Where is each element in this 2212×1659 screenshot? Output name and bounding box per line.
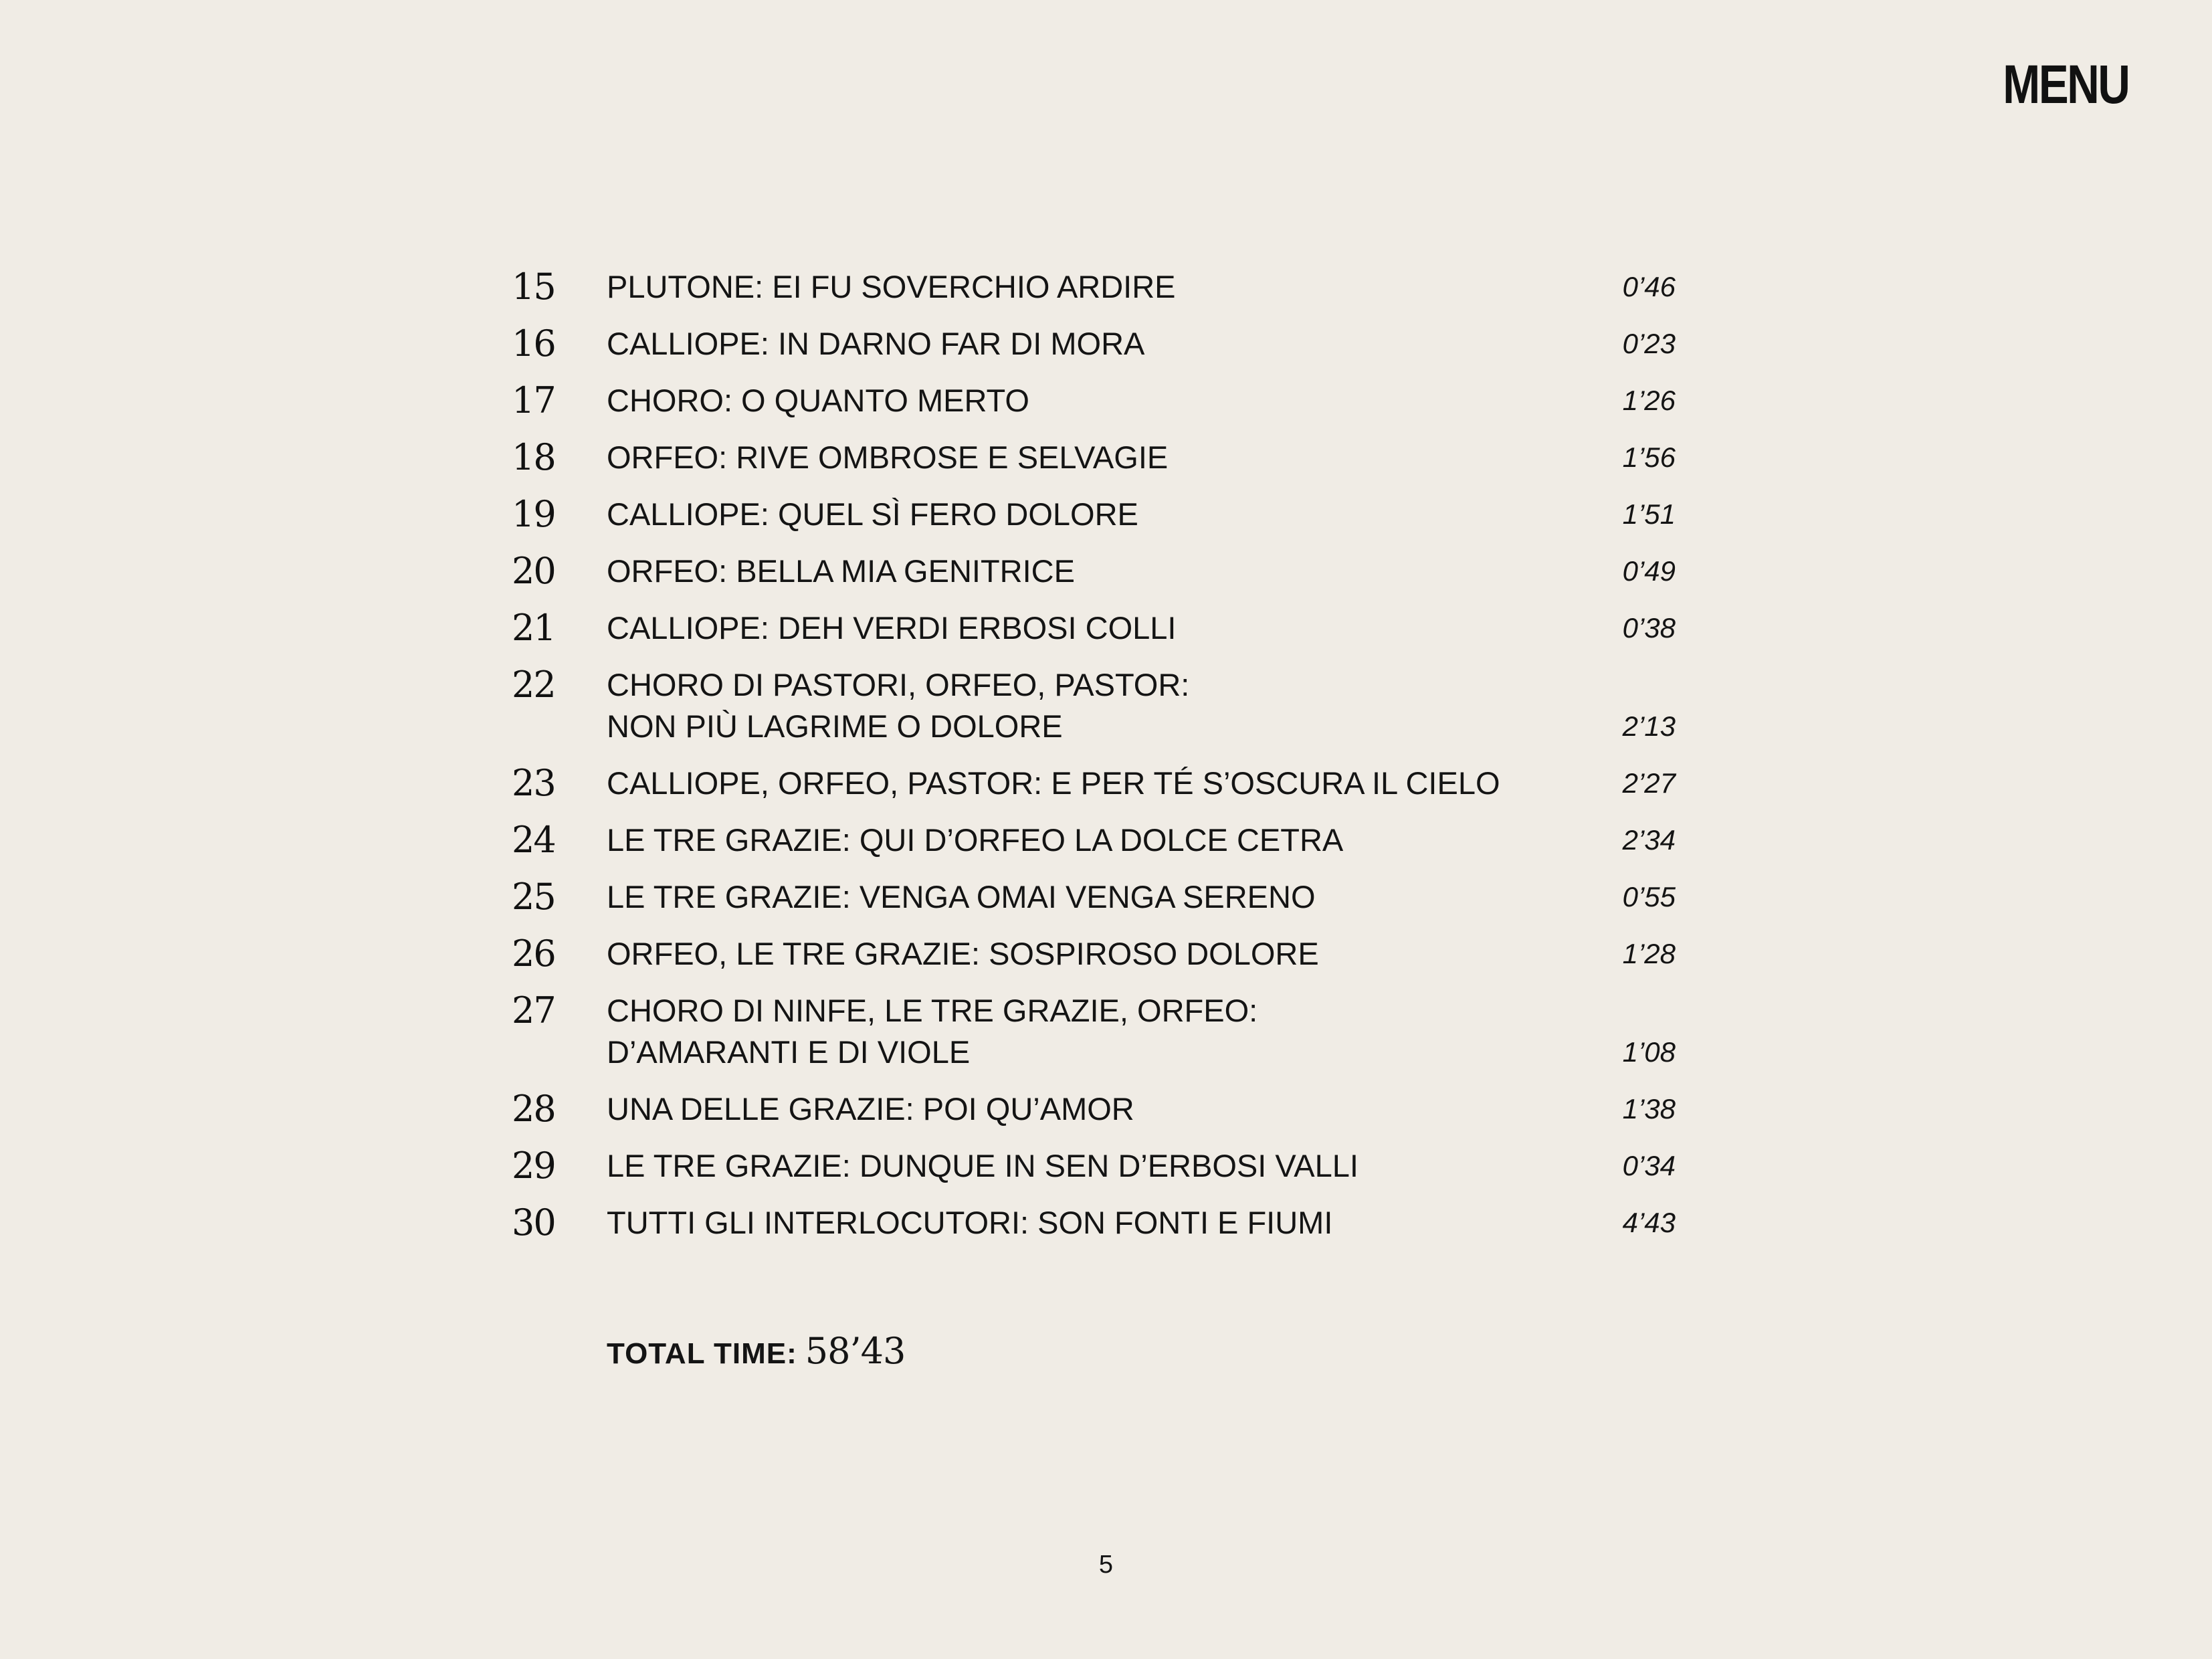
track-title-line: CALLIOPE: IN DARNO FAR DI MORA bbox=[607, 326, 1145, 361]
track-row bbox=[512, 664, 1676, 747]
track-title-line: LE TRE GRAZIE: VENGA OMAI VENGA SERENO bbox=[607, 879, 1316, 914]
total-time bbox=[607, 1330, 905, 1372]
total-time-label: TOTAL TIME: bbox=[607, 1337, 797, 1370]
track-title-line: CHORO DI PASTORI, ORFEO, PASTOR: bbox=[607, 667, 1190, 702]
track-title bbox=[607, 763, 1583, 804]
track-row bbox=[512, 1145, 1676, 1187]
track-list bbox=[512, 266, 1676, 1259]
track-row bbox=[512, 933, 1676, 975]
track-title-line: CALLIOPE: DEH VERDI ERBOSI COLLI bbox=[607, 610, 1177, 646]
track-duration: 0’38 bbox=[1622, 612, 1676, 644]
track-duration: 4’43 bbox=[1622, 1207, 1676, 1238]
track-row bbox=[512, 380, 1676, 421]
track-title bbox=[607, 323, 1583, 365]
track-row bbox=[512, 876, 1676, 918]
track-title-line: NON PIÙ LAGRIME O DOLORE bbox=[607, 708, 1063, 744]
track-number: 16 bbox=[512, 322, 555, 365]
track-title-line: CALLIOPE, ORFEO, PASTOR: E PER TÉ S’OSCURA IL CIELO bbox=[607, 765, 1500, 801]
track-duration: 1’26 bbox=[1622, 385, 1676, 416]
track-duration: 2’13 bbox=[1622, 710, 1676, 742]
track-title bbox=[607, 819, 1583, 861]
track-row bbox=[512, 551, 1676, 592]
track-row bbox=[512, 990, 1676, 1073]
track-duration: 2’34 bbox=[1622, 824, 1676, 856]
track-title-line: PLUTONE: EI FU SOVERCHIO ARDIRE bbox=[607, 269, 1176, 304]
track-title bbox=[607, 437, 1583, 478]
track-title-line: D’AMARANTI E DI VIOLE bbox=[607, 1034, 971, 1070]
track-row bbox=[512, 1202, 1676, 1244]
track-title bbox=[607, 990, 1583, 1073]
track-title-line: UNA DELLE GRAZIE: POI QU’AMOR bbox=[607, 1091, 1134, 1127]
page-number: 5 bbox=[1098, 1551, 1114, 1579]
track-title bbox=[607, 607, 1583, 649]
track-title-line: ORFEO: RIVE OMBROSE E SELVAGIE bbox=[607, 440, 1169, 475]
track-number: 27 bbox=[512, 989, 555, 1032]
track-row bbox=[512, 763, 1676, 804]
track-title bbox=[607, 551, 1583, 592]
track-duration: 1’38 bbox=[1622, 1093, 1676, 1125]
track-duration: 2’27 bbox=[1622, 767, 1676, 799]
track-number: 22 bbox=[512, 664, 555, 706]
track-number: 19 bbox=[512, 493, 555, 535]
track-title-line: CHORO DI NINFE, LE TRE GRAZIE, ORFEO: bbox=[607, 993, 1258, 1028]
track-number: 18 bbox=[512, 436, 555, 478]
track-number: 25 bbox=[512, 876, 555, 918]
track-row bbox=[512, 266, 1676, 308]
track-row bbox=[512, 323, 1676, 365]
track-row bbox=[512, 607, 1676, 649]
track-duration: 1’28 bbox=[1622, 938, 1676, 969]
track-row bbox=[512, 1088, 1676, 1130]
track-title bbox=[607, 933, 1583, 975]
track-title bbox=[607, 664, 1583, 747]
menu-button[interactable]: MENU bbox=[2002, 54, 2128, 115]
track-title bbox=[607, 1145, 1583, 1187]
track-title bbox=[607, 380, 1583, 421]
track-title-line: LE TRE GRAZIE: DUNQUE IN SEN D’ERBOSI VALLI bbox=[607, 1148, 1359, 1183]
track-title-line: ORFEO, LE TRE GRAZIE: SOSPIROSO DOLORE bbox=[607, 936, 1319, 971]
track-duration: 0’23 bbox=[1622, 328, 1676, 359]
track-number: 20 bbox=[512, 550, 555, 592]
track-title bbox=[607, 1088, 1583, 1130]
track-number: 23 bbox=[512, 762, 555, 804]
track-duration: 1’51 bbox=[1622, 498, 1676, 530]
track-duration: 0’55 bbox=[1622, 881, 1676, 912]
track-title-line: ORFEO: BELLA MIA GENITRICE bbox=[607, 553, 1075, 589]
track-title-line: CALLIOPE: QUEL SÌ FERO DOLORE bbox=[607, 496, 1138, 532]
track-title-line: CHORO: O QUANTO MERTO bbox=[607, 383, 1029, 418]
track-duration: 0’34 bbox=[1622, 1150, 1676, 1181]
track-number: 26 bbox=[512, 933, 555, 975]
track-title bbox=[607, 1202, 1583, 1244]
track-duration: 0’46 bbox=[1622, 271, 1676, 302]
track-number: 17 bbox=[512, 379, 555, 421]
track-duration: 1’56 bbox=[1622, 442, 1676, 473]
track-title bbox=[607, 876, 1583, 918]
track-title-line: LE TRE GRAZIE: QUI D’ORFEO LA DOLCE CETRA bbox=[607, 822, 1344, 858]
track-row bbox=[512, 437, 1676, 478]
track-title bbox=[607, 266, 1583, 308]
track-duration: 1’08 bbox=[1622, 1036, 1676, 1068]
track-number: 15 bbox=[512, 266, 555, 308]
track-number: 24 bbox=[512, 819, 555, 861]
track-row bbox=[512, 494, 1676, 535]
track-number: 21 bbox=[512, 607, 555, 649]
track-title-line: TUTTI GLI INTERLOCUTORI: SON FONTI E FIUMI bbox=[607, 1205, 1333, 1240]
total-time-value: 58’43 bbox=[805, 1330, 906, 1372]
track-duration: 0’49 bbox=[1622, 555, 1676, 587]
track-number: 28 bbox=[512, 1088, 555, 1130]
track-title bbox=[607, 494, 1583, 535]
track-row bbox=[512, 819, 1676, 861]
track-number: 29 bbox=[512, 1145, 555, 1187]
track-number: 30 bbox=[512, 1201, 555, 1244]
